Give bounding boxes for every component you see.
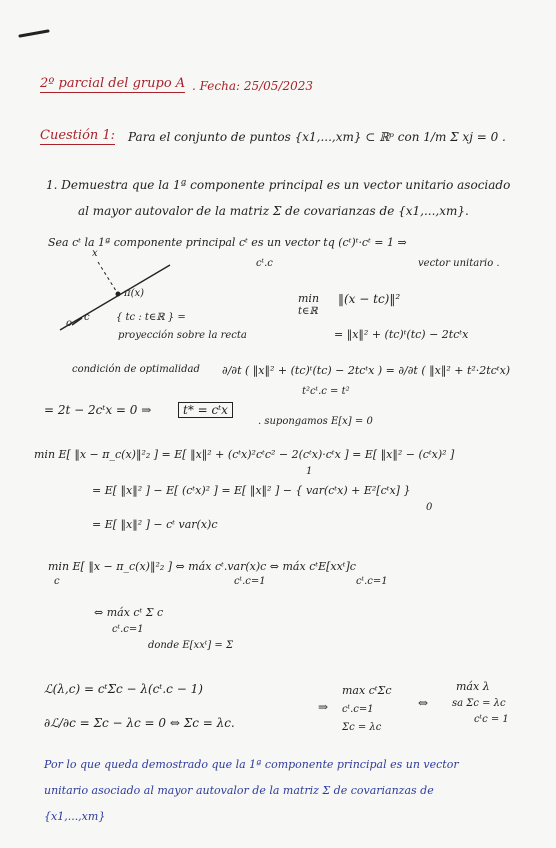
implies-arrow: ⇒ — [318, 700, 329, 714]
exp2-sub: 0 — [426, 502, 433, 513]
diagram-x: x — [92, 248, 98, 259]
conclusion-line1: Por lo que queda demostrado que la 1ª componente principal es un vector — [44, 758, 459, 771]
intro-ctc: cᵗ.c — [256, 258, 273, 269]
diagram-set: { tc : t∈ℝ } = — [116, 312, 186, 323]
exp5-sub: cᵗ.c=1 — [112, 624, 144, 635]
assume-line: . supongamos E[x] = 0 — [258, 416, 373, 427]
intro-unit: vector unitario . — [418, 258, 500, 269]
max-lambda: máx λ — [456, 680, 490, 693]
line-t: = 2t − 2cᵗx = 0 ⇒ — [44, 403, 152, 417]
diagram-o: o — [66, 318, 73, 329]
exp1-sub: 1 — [306, 466, 313, 477]
lagrangian-derivative: ∂ℒ/∂c = Σc − λc = 0 ⇔ Σc = λc. — [44, 716, 235, 730]
min-sub: t∈ℝ — [298, 306, 318, 317]
opt-label: condición de optimalidad — [72, 364, 200, 375]
exp1-line: min E[ ‖x − π_c(x)‖²₂ ] = E[ ‖x‖² + (cᵗx)²cᵗc² − 2(cᵗx)·cᵗx ] = E[ ‖x‖² − (cᵗx)² ] — [34, 448, 455, 461]
exp4-c: c — [54, 576, 60, 587]
exp4-s1: cᵗ.c=1 — [234, 576, 266, 587]
diagram-pi: π(x) — [124, 288, 145, 299]
question-statement: Para el conjunto de puntos {x1,...,xm} ⊂ ℝᵖ con 1/m Σ xj = 0 . — [128, 130, 506, 144]
diagram-caption: proyección sobre la recta — [118, 330, 247, 341]
min-eq: = ‖x‖² + (tc)ᵗ(tc) − 2tcᵗx — [334, 328, 469, 341]
diagram-c: c — [84, 312, 90, 323]
boxed-result: t* = cᵗx — [178, 402, 233, 418]
intro-line: Sea cᵗ la 1ª componente principal cᵗ es un vector tq (cᵗ)ᵗ·cᵗ = 1 ⇒ — [48, 236, 407, 249]
min-expr: ‖(x − tc)‖² — [338, 292, 401, 306]
max-lambda-s1: sa Σc = λc — [452, 698, 506, 709]
max-ctsc-s2: Σc = λc — [342, 722, 382, 733]
exp5-line: ⇔ máx cᵗ Σ c — [94, 606, 164, 619]
max-ctsc: max cᵗΣc — [342, 684, 392, 697]
conclusion-line3: {x1,...,xm} — [44, 810, 106, 823]
exam-title: 2º parcial del grupo A — [40, 76, 186, 91]
exp4-line: min E[ ‖x − π_c(x)‖²₂ ] ⇔ máx cᵗ.var(x)c ⇔ máx cᵗE[xxᵗ]c — [48, 560, 356, 573]
item1-line2: al mayor autovalor de la matriz Σ de covarianzas de {x1,...,xm}. — [78, 204, 469, 218]
lagrangian: ℒ(λ,c) = cᵗΣc − λ(cᵗ.c − 1) — [44, 682, 203, 696]
exp5-where: donde E[xxᵗ] = Σ — [148, 640, 234, 651]
max-lambda-s2: cᵗc = 1 — [474, 714, 509, 725]
question-label: Cuestión 1: — [40, 128, 116, 143]
exam-date: . Fecha: 25/05/2023 — [192, 79, 314, 93]
opt-sub: t²cᵗ.c = t² — [302, 386, 350, 397]
opt-expr: ∂/∂t ( ‖x‖² + (tc)ᵗ(tc) − 2tcᵗx ) = ∂/∂t ( ‖x‖² + t²·2tcᵗx) — [222, 364, 511, 377]
iff-arrow: ⇔ — [418, 696, 429, 710]
min-label: min — [298, 292, 320, 305]
exp3-line: = E[ ‖x‖² ] − cᵗ var(x)c — [92, 518, 218, 531]
conclusion-line2: unitario asociado al mayor autovalor de la matriz Σ de covarianzas de — [44, 784, 434, 797]
item1-line1: 1. Demuestra que la 1ª componente principal es un vector unitario asociado — [46, 178, 511, 192]
exp4-s2: cᵗ.c=1 — [356, 576, 388, 587]
exp2-line: = E[ ‖x‖² ] − E[ (cᵗx)² ] = E[ ‖x‖² ] − { var(cᵗx) + E²[cᵗx] } — [92, 484, 411, 497]
max-ctsc-s1: cᵗ.c=1 — [342, 704, 374, 715]
